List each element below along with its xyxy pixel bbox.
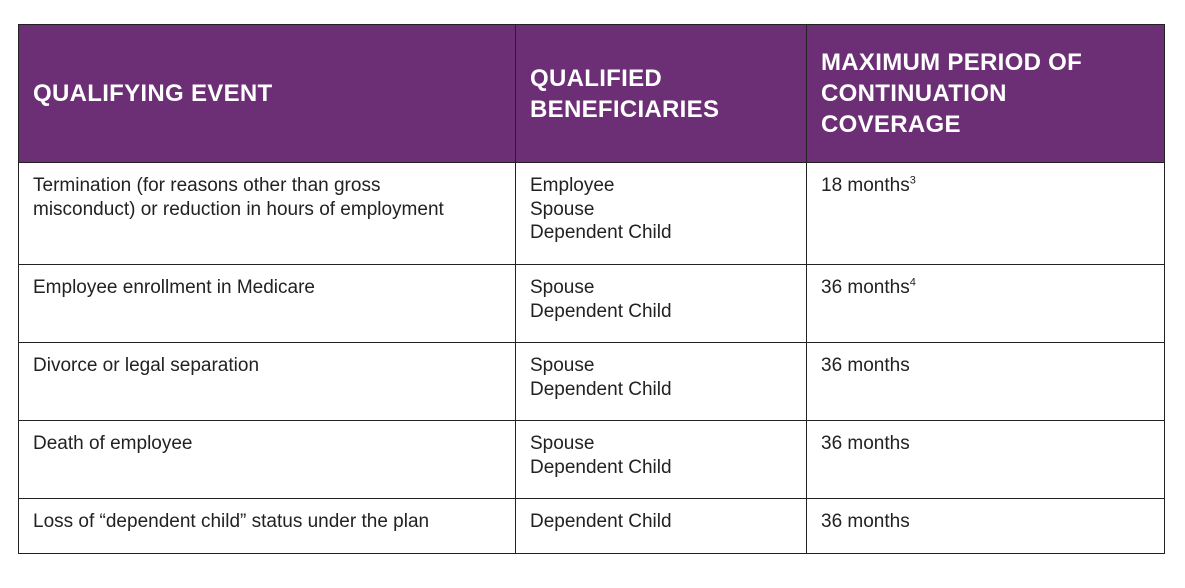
period-value: 36 months: [821, 355, 910, 376]
period-cell: [807, 421, 1165, 499]
period-cell: [807, 343, 1165, 421]
beneficiaries-cell: [516, 499, 807, 554]
event-cell: Termination (for reasons other than gross misconduct) or reduction in hours of employment: [19, 163, 516, 265]
beneficiary-item: Dependent Child: [530, 511, 672, 532]
table-header-row: [19, 25, 1165, 163]
event-cell: Death of employee: [19, 421, 516, 499]
beneficiary-item: Spouse: [530, 355, 595, 376]
beneficiaries-cell: [516, 343, 807, 421]
beneficiary-item: Spouse: [530, 198, 595, 220]
beneficiaries-cell: [516, 163, 807, 265]
event-cell: Divorce or legal separation: [19, 343, 516, 421]
header-maximum-period: MAXIMUM PERIOD OF CONTINUATION COVERAGE: [807, 25, 1165, 163]
period-cell: [807, 265, 1165, 343]
table-row: [19, 499, 1165, 554]
footnote-marker: 4: [909, 276, 916, 289]
table-row: [19, 163, 1165, 265]
beneficiary-item: Dependent Child: [530, 456, 672, 478]
cobra-continuation-table: [18, 24, 1165, 554]
period-value: 36 months: [821, 433, 910, 454]
period-value: 18 months: [821, 175, 910, 196]
footnote-marker: 3: [909, 174, 916, 187]
beneficiaries-cell: [516, 265, 807, 343]
header-qualifying-event: QUALIFYING EVENT: [19, 25, 516, 163]
beneficiary-item: Dependent Child: [530, 222, 672, 243]
beneficiary-item: Employee: [530, 175, 615, 196]
header-qualified-beneficiaries: QUALIFIED BENEFICIARIES: [516, 25, 807, 163]
beneficiary-item: Dependent Child: [530, 378, 672, 400]
beneficiary-item: Spouse: [530, 277, 595, 298]
table-row: [19, 265, 1165, 343]
table-row: [19, 343, 1165, 421]
period-cell: [807, 163, 1165, 265]
period-value: 36 months: [821, 277, 910, 298]
period-cell: [807, 499, 1165, 554]
beneficiaries-cell: [516, 421, 807, 499]
beneficiary-item: Spouse: [530, 433, 595, 454]
beneficiary-item: Dependent Child: [530, 300, 672, 322]
event-cell: Loss of “dependent child” status under the plan: [19, 499, 516, 554]
period-value: 36 months: [821, 511, 910, 532]
event-cell: Employee enrollment in Medicare: [19, 265, 516, 343]
table-row: [19, 421, 1165, 499]
cobra-continuation-table-wrapper: [18, 24, 1165, 554]
